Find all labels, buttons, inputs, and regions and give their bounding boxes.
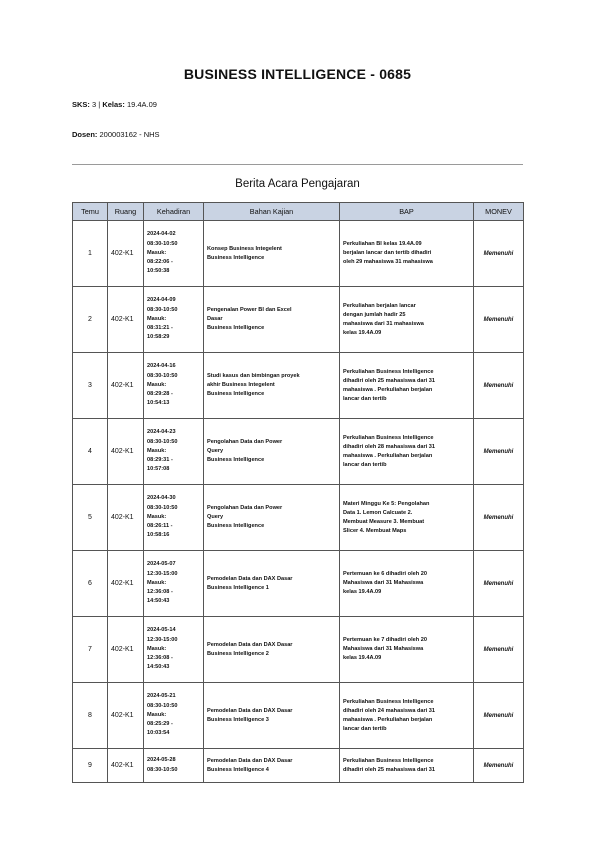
- kehadiran-cell-line: 10:58:29: [147, 334, 170, 341]
- monev-cell: Memenuhi: [474, 485, 524, 551]
- table-row: [73, 419, 524, 485]
- bahan-kajian-cell-line: akhir Business Integelent: [207, 382, 275, 388]
- kehadiran-cell: [144, 221, 204, 287]
- kehadiran-cell-line: 2024-04-23: [147, 429, 176, 436]
- bap-cell-line: Perkuliahan Business Intelligence: [343, 757, 434, 764]
- kehadiran-cell-line: 08:30-10:50: [147, 766, 178, 773]
- kehadiran-cell: [144, 749, 204, 783]
- bahan-kajian-cell-line: Business Intelligence 3: [207, 716, 269, 723]
- kehadiran-cell-line: 2024-04-09: [147, 297, 176, 304]
- kehadiran-cell-line: 14:50:43: [147, 598, 170, 605]
- ruang-cell: 402-K1: [108, 485, 144, 551]
- bahan-kajian-cell: [204, 287, 340, 353]
- table-row: [73, 617, 524, 683]
- bap-cell-line: oleh 29 mahasiswa 31 mahasiswa: [343, 259, 433, 265]
- bap-cell: [340, 683, 474, 749]
- bahan-kajian-cell-line: Query: [207, 514, 224, 520]
- kehadiran-cell-line: 12:30-15:00: [147, 570, 178, 577]
- kehadiran-cell-line: 14:50:43: [147, 664, 170, 671]
- bap-cell-line: kelas 19.4A.09: [343, 655, 382, 661]
- separator: |: [98, 100, 101, 109]
- kehadiran-cell: [144, 485, 204, 551]
- bap-cell: [340, 419, 474, 485]
- bap-cell-line: mahasiswa . Perkuliahan berjalan: [343, 386, 433, 393]
- temu-cell: 9: [73, 749, 108, 783]
- bap-cell-line: Perkuliahan berjalan lancar: [343, 302, 416, 309]
- bahan-kajian-cell: [204, 353, 340, 419]
- bahan-kajian-cell-line: Dasar: [207, 316, 223, 322]
- bap-cell-line: Mahasiswa dari 31 Mahasiswa: [343, 580, 424, 586]
- kehadiran-cell-line: 2024-05-28: [147, 757, 176, 764]
- bap-cell-line: dihadiri oleh 25 mahasiswa dari 31: [343, 377, 436, 384]
- bahan-kajian-cell-line: Pengolahan Data dan Power: [207, 505, 283, 511]
- bahan-kajian-cell: [204, 683, 340, 749]
- kehadiran-cell-line: 12:30-15:00: [147, 636, 178, 643]
- bahan-kajian-cell-line: Pengenalan Power BI dan Excel: [207, 307, 292, 313]
- teaching-record-table: [72, 202, 524, 783]
- divider: [72, 164, 523, 165]
- kehadiran-cell: [144, 287, 204, 353]
- kehadiran-cell: [144, 683, 204, 749]
- monev-cell: Memenuhi: [474, 353, 524, 419]
- kehadiran-cell-line: 08:30-10:50: [147, 372, 178, 379]
- kehadiran-cell-line: 08:26:11 -: [147, 523, 173, 530]
- bahan-kajian-cell-line: Konsep Business Integelent: [207, 245, 282, 252]
- bahan-kajian-cell: [204, 485, 340, 551]
- ruang-cell: 402-K1: [108, 353, 144, 419]
- ruang-cell: 402-K1: [108, 749, 144, 783]
- bap-cell-line: Data 1. Lemon Calcuate 2.: [343, 509, 413, 516]
- kehadiran-cell-line: 08:31:21 -: [147, 325, 173, 332]
- bahan-kajian-cell-line: Business Intelligence: [207, 391, 265, 397]
- bap-cell-line: Slicer 4. Membuat Maps: [343, 527, 407, 534]
- kehadiran-cell-line: 12:36:08 -: [147, 589, 173, 596]
- bap-cell: [340, 551, 474, 617]
- bap-cell-line: Materi Minggu Ke 5: Pengolahan: [343, 500, 430, 507]
- header-ruang: Ruang: [108, 203, 144, 221]
- kehadiran-cell-line: 08:30-10:50: [147, 504, 178, 511]
- bahan-kajian-cell-line: Business Intelligence 2: [207, 650, 269, 657]
- bap-cell-line: Perkuliahan BI kelas 19.4A.09: [343, 241, 422, 247]
- bap-cell: [340, 749, 474, 783]
- kehadiran-cell-line: 08:29:28 -: [147, 391, 173, 398]
- temu-cell: 3: [73, 353, 108, 419]
- bahan-kajian-cell-line: Pemodelan Data dan DAX Dasar: [207, 575, 293, 582]
- table-row: [73, 353, 524, 419]
- bap-cell-line: Pertemuan ke 6 dihadiri oleh 20: [343, 571, 427, 577]
- bap-cell: [340, 287, 474, 353]
- bap-cell-line: dihadiri oleh 28 mahasiswa dari 31: [343, 443, 436, 450]
- kehadiran-cell: [144, 419, 204, 485]
- bap-cell-line: mahasiswa . Perkuliahan berjalan: [343, 452, 433, 459]
- kehadiran-cell-line: 10:57:08: [147, 466, 170, 473]
- kehadiran-cell-line: 10:50:38: [147, 268, 170, 275]
- table-row: [73, 221, 524, 287]
- kehadiran-cell-line: 08:29:31 -: [147, 457, 173, 464]
- kehadiran-cell-line: 08:30-10:50: [147, 240, 178, 247]
- bap-cell-line: Perkuliahan Business Intelligence: [343, 698, 434, 705]
- bap-cell-line: lancar dan tertib: [343, 725, 387, 732]
- bahan-kajian-cell-line: Query: [207, 448, 224, 454]
- kelas-value: 19.4A.09: [126, 100, 157, 109]
- temu-cell: 2: [73, 287, 108, 353]
- ruang-cell: 402-K1: [108, 419, 144, 485]
- bahan-kajian-cell-line: Pemodelan Data dan DAX Dasar: [207, 641, 293, 648]
- dosen-value: 200003162 - NHS: [99, 130, 160, 139]
- bap-cell-line: kelas 19.4A.09: [343, 589, 382, 595]
- monev-cell: Memenuhi: [474, 683, 524, 749]
- monev-cell: Memenuhi: [474, 551, 524, 617]
- bap-cell: [340, 485, 474, 551]
- table-row: [73, 485, 524, 551]
- sks-value: 3: [92, 100, 97, 109]
- ruang-cell: 402-K1: [108, 683, 144, 749]
- bap-cell: [340, 221, 474, 287]
- sks-label: SKS:: [72, 100, 90, 109]
- bahan-kajian-cell-line: Business Intelligence: [207, 254, 265, 261]
- bahan-kajian-cell-line: Studi kasus dan bimbingan proyek: [207, 373, 300, 379]
- table-row: [73, 683, 524, 749]
- kehadiran-cell-line: 2024-05-21: [147, 693, 176, 700]
- kehadiran-cell-line: 08:25:29 -: [147, 721, 173, 728]
- kehadiran-cell-line: 08:30-10:50: [147, 438, 178, 445]
- kehadiran-cell-line: 2024-04-16: [147, 363, 176, 370]
- monev-cell: Memenuhi: [474, 221, 524, 287]
- bahan-kajian-cell: [204, 221, 340, 287]
- kehadiran-cell-line: Masuk:: [147, 645, 167, 652]
- header-monev: MONEV: [474, 203, 524, 221]
- kehadiran-cell-line: 08:22:06 -: [147, 259, 173, 266]
- bahan-kajian-cell: [204, 551, 340, 617]
- bap-cell-line: mahasiswa dari 31 mahasiswa: [343, 320, 424, 327]
- bap-cell-line: Perkuliahan Business Intelligence: [343, 368, 434, 375]
- monev-cell: Memenuhi: [474, 419, 524, 485]
- bap-cell-line: Mahasiswa dari 31 Mahasiswa: [343, 646, 424, 652]
- header-kehadiran: Kehadiran: [144, 203, 204, 221]
- kehadiran-cell-line: 08:30-10:50: [147, 306, 178, 313]
- kehadiran-cell-line: Masuk:: [147, 315, 167, 322]
- kehadiran-cell: [144, 353, 204, 419]
- ruang-cell: 402-K1: [108, 287, 144, 353]
- kehadiran-cell: [144, 551, 204, 617]
- kehadiran-cell-line: 10:58:16: [147, 532, 170, 539]
- kelas-label: Kelas:: [102, 100, 125, 109]
- bahan-kajian-cell-line: Pemodelan Data dan DAX Dasar: [207, 707, 293, 714]
- bap-cell-line: Membuat Measure 3. Membuat: [343, 518, 425, 525]
- bahan-kajian-cell: [204, 617, 340, 683]
- ruang-cell: 402-K1: [108, 551, 144, 617]
- kehadiran-cell-line: 12:36:08 -: [147, 655, 173, 662]
- table-row: [73, 287, 524, 353]
- monev-cell: Memenuhi: [474, 617, 524, 683]
- bahan-kajian-cell-line: Pemodelan Data dan DAX Dasar: [207, 757, 293, 764]
- bap-cell-line: mahasiswa . Perkuliahan berjalan: [343, 716, 433, 723]
- temu-cell: 5: [73, 485, 108, 551]
- temu-cell: 7: [73, 617, 108, 683]
- bahan-kajian-cell-line: Business Intelligence: [207, 325, 265, 331]
- bahan-kajian-cell-line: Business Intelligence 4: [207, 766, 269, 773]
- bahan-kajian-cell: [204, 749, 340, 783]
- bap-cell-line: dihadiri oleh 25 mahasiswa dari 31: [343, 766, 436, 773]
- kehadiran-cell-line: Masuk:: [147, 381, 167, 388]
- lecturer-info: [72, 130, 160, 139]
- ruang-cell: 402-K1: [108, 221, 144, 287]
- kehadiran-cell-line: 10:03:54: [147, 730, 170, 737]
- bahan-kajian-cell-line: Pengolahan Data dan Power: [207, 439, 283, 445]
- course-info: [72, 100, 157, 109]
- kehadiran-cell-line: Masuk:: [147, 579, 167, 586]
- table-header-row: [73, 203, 524, 221]
- bap-cell-line: kelas 19.4A.09: [343, 329, 382, 336]
- header-bap: BAP: [340, 203, 474, 221]
- section-title: Berita Acara Pengajaran: [235, 178, 360, 190]
- bap-cell-line: Pertemuan ke 7 dihadiri oleh 20: [343, 637, 427, 643]
- bahan-kajian-cell-line: Business Intelligence: [207, 457, 265, 463]
- bahan-kajian-cell-line: Business Intelligence 1: [207, 584, 269, 591]
- ruang-cell: 402-K1: [108, 617, 144, 683]
- kehadiran-cell-line: 2024-04-02: [147, 231, 176, 238]
- kehadiran-cell-line: 2024-05-07: [147, 561, 176, 568]
- kehadiran-cell-line: Masuk:: [147, 249, 167, 256]
- bap-cell-line: dengan jumlah hadir 25: [343, 311, 406, 318]
- bap-cell-line: dihadiri oleh 24 mahasiswa dari 31: [343, 707, 436, 714]
- kehadiran-cell-line: 2024-04-30: [147, 495, 176, 502]
- kehadiran-cell: [144, 617, 204, 683]
- bap-cell-line: lancar dan tertib: [343, 395, 387, 402]
- table-row: [73, 551, 524, 617]
- kehadiran-cell-line: Masuk:: [147, 447, 167, 454]
- temu-cell: 6: [73, 551, 108, 617]
- kehadiran-cell-line: 2024-05-14: [147, 627, 176, 634]
- header-bahan-kajian: Bahan Kajian: [204, 203, 340, 221]
- temu-cell: 1: [73, 221, 108, 287]
- kehadiran-cell-line: 08:30-10:50: [147, 702, 178, 709]
- kehadiran-cell-line: Masuk:: [147, 711, 167, 718]
- kehadiran-cell-line: 10:54:13: [147, 400, 170, 407]
- document-title: BUSINESS INTELLIGENCE - 0685: [183, 66, 412, 82]
- table-row: [73, 749, 524, 783]
- bap-cell-line: lancar dan tertib: [343, 461, 387, 468]
- monev-cell: Memenuhi: [474, 749, 524, 783]
- kehadiran-cell-line: Masuk:: [147, 513, 167, 520]
- bap-cell: [340, 617, 474, 683]
- bap-cell: [340, 353, 474, 419]
- bahan-kajian-cell: [204, 419, 340, 485]
- bap-cell-line: berjalan lancar dan tertib dihadiri: [343, 250, 432, 256]
- bahan-kajian-cell-line: Business Intelligence: [207, 523, 265, 529]
- temu-cell: 4: [73, 419, 108, 485]
- monev-cell: Memenuhi: [474, 287, 524, 353]
- temu-cell: 8: [73, 683, 108, 749]
- bap-cell-line: Perkuliahan Business Intelligence: [343, 434, 434, 441]
- dosen-label: Dosen:: [72, 130, 98, 139]
- header-temu: Temu: [73, 203, 108, 221]
